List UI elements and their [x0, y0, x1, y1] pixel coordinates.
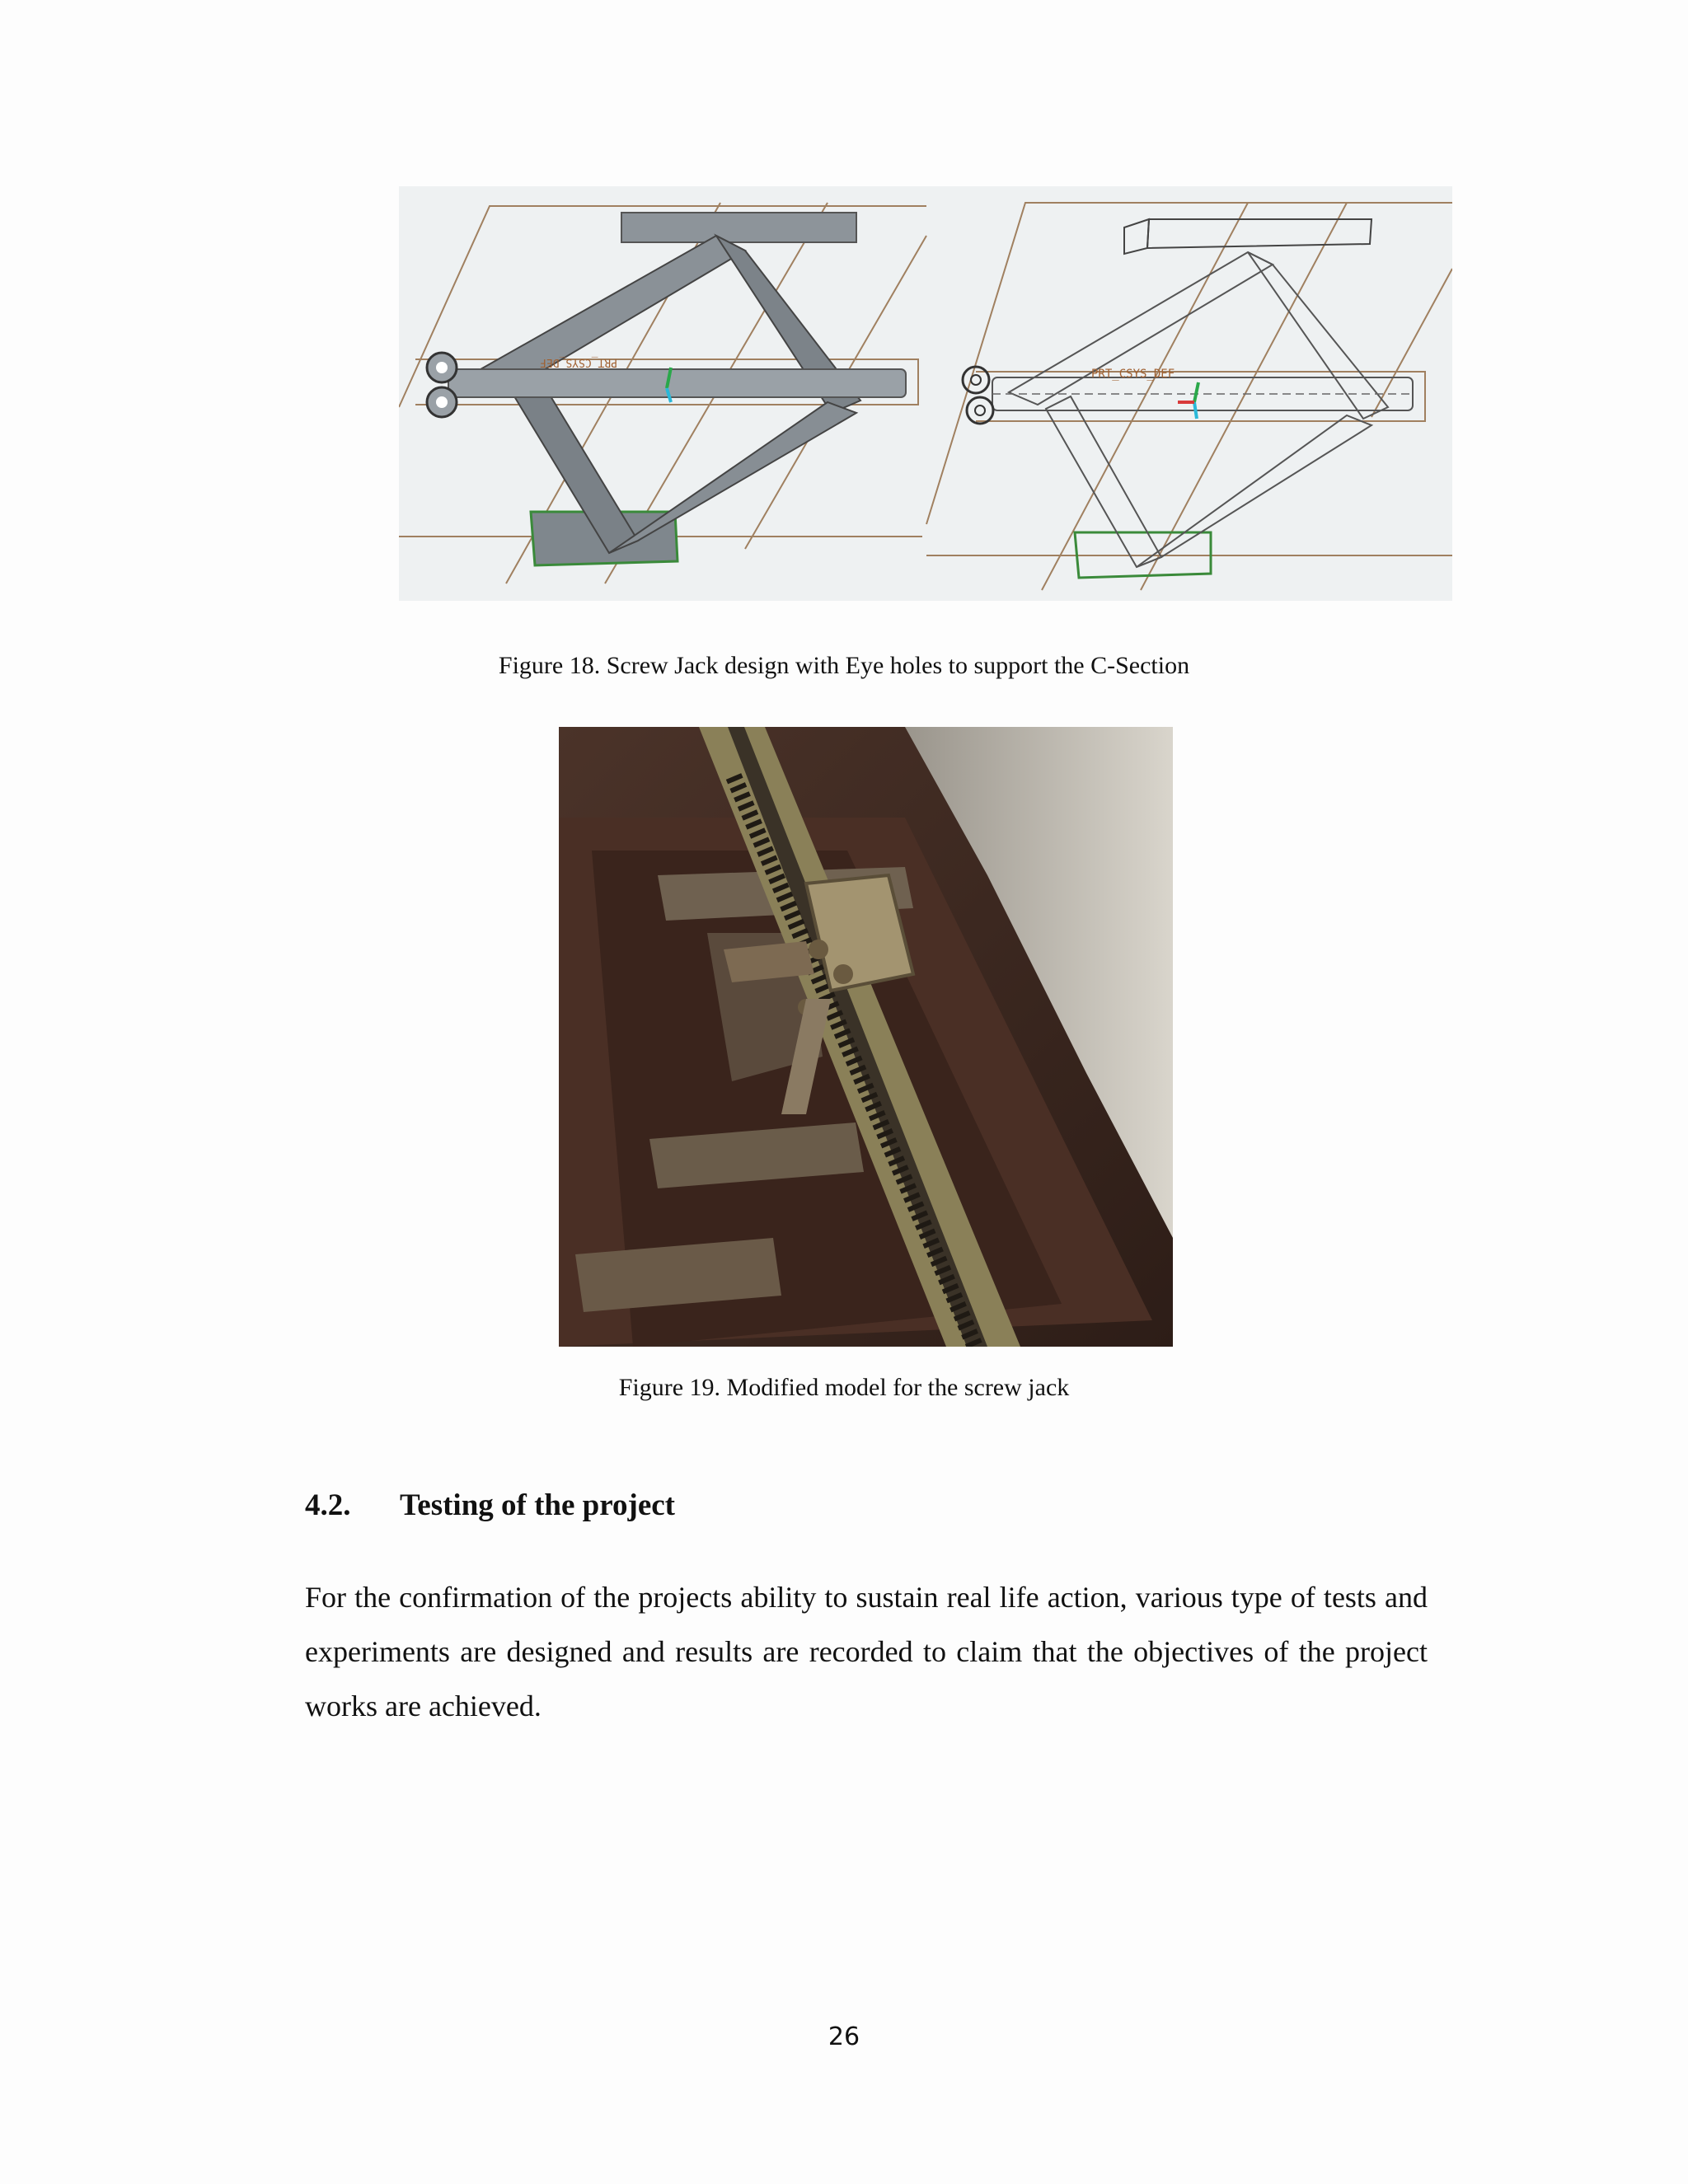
figure-19-caption: Figure 19. Modified model for the screw jack [618, 1374, 1070, 1401]
shaded-cad-model [399, 203, 926, 583]
page-number: 26 [828, 2022, 860, 2051]
figure-18-caption: Figure 18. Screw Jack design with Eye holes to support the C-Section [498, 652, 1190, 679]
section-number: 4.2. [305, 1488, 351, 1522]
section-heading [305, 1488, 675, 1524]
figure-19-photo [559, 727, 1173, 1347]
csys-label-left: PRT_CSYS_DEF [540, 356, 617, 368]
body-paragraph: For the confirmation of the projects ability to sustain real life action, various type of tests and experiments are designed and results are recorded to claim that the objectives of the project works are achieved. [305, 1581, 1428, 1722]
wireframe-cad-model [926, 203, 1452, 590]
section-title: Testing of the project [400, 1488, 675, 1522]
csys-label-right: PRT_CSYS_DEF [1091, 368, 1175, 381]
figure-18-image [399, 186, 1452, 601]
